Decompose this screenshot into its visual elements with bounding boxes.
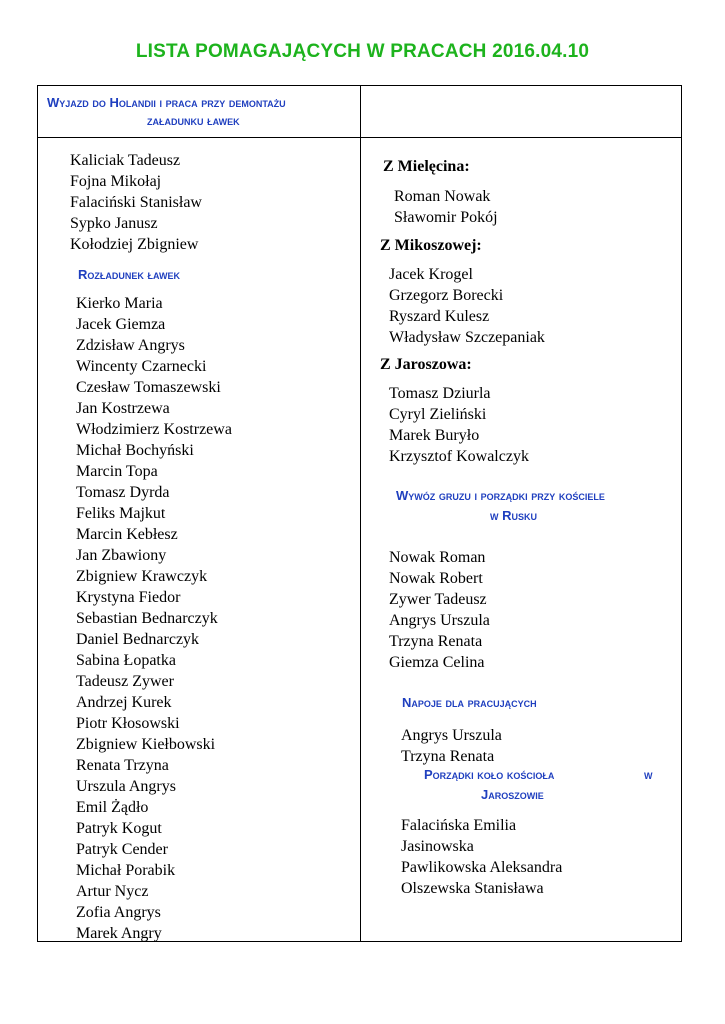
section-heading-wywoz bbox=[396, 488, 605, 503]
list-item: Fojna Mikołaj bbox=[70, 173, 162, 190]
list-item: Zbigniew Kiełbowski bbox=[76, 736, 216, 753]
list-item: Angrys Urszula bbox=[401, 727, 502, 744]
list-item: Zywer Tadeusz bbox=[389, 591, 487, 608]
section-heading-porzadki bbox=[424, 767, 554, 782]
list-item: Jan Kostrzewa bbox=[76, 400, 170, 417]
page-title: LISTA POMAGAJĄCYCH W PRACACH 2016.04.10 bbox=[135, 41, 590, 62]
list-item: Nowak Robert bbox=[389, 570, 483, 587]
list-item: Roman Nowak bbox=[394, 188, 491, 205]
list-item: Tomasz Dyrda bbox=[76, 484, 170, 501]
list-item: Jan Zbawiony bbox=[76, 547, 167, 564]
list-item: Marcin Kebłesz bbox=[76, 526, 178, 543]
location-jaroszowa: Z Jaroszowa: bbox=[380, 356, 472, 373]
list-item: Włodzimierz Kostrzewa bbox=[76, 421, 232, 438]
list-item: Jacek Krogel bbox=[389, 266, 473, 283]
wywoz-names bbox=[389, 547, 490, 673]
list-item: Marcin Topa bbox=[76, 463, 158, 480]
section-heading-porzadki-2 bbox=[481, 787, 544, 802]
list-item: Czesław Tomaszewski bbox=[76, 379, 221, 396]
location-mielecin: Z Mielęcina: bbox=[383, 158, 470, 175]
list-item: Ryszard Kulesz bbox=[389, 308, 490, 325]
section-heading-porzadki-line2: Jaroszowie bbox=[481, 787, 544, 802]
list-item: Renata Trzyna bbox=[76, 757, 169, 774]
list-item: Sebastian Bednarczyk bbox=[76, 610, 218, 627]
list-item: Jasinowska bbox=[401, 838, 474, 855]
list-item: Falacińska Emilia bbox=[401, 817, 517, 834]
section-heading-holandia-2 bbox=[147, 113, 240, 128]
list-item: Krystyna Fiedor bbox=[76, 589, 181, 606]
list-item: Pawlikowska Aleksandra bbox=[401, 859, 563, 876]
list-item: Zdzisław Angrys bbox=[76, 337, 185, 354]
section-heading-wywoz-line2: w Rusku bbox=[490, 508, 537, 523]
list-item: Olszewska Stanisława bbox=[401, 880, 544, 897]
mikoszowa-names bbox=[389, 264, 545, 348]
section-heading-wywoz-2 bbox=[490, 508, 537, 523]
section-heading-napoje-label: Napoje dla pracujących bbox=[402, 695, 537, 710]
list-item: Artur Nycz bbox=[76, 883, 149, 900]
section-heading-wywoz-line1: Wywóz gruzu i porządki przy kościele bbox=[396, 488, 605, 503]
list-item: Sypko Janusz bbox=[70, 215, 158, 232]
list-item: Daniel Bednarczyk bbox=[76, 631, 200, 648]
mielecin-names bbox=[394, 186, 498, 228]
list-item: Falaciński Stanisław bbox=[70, 194, 202, 211]
section-heading-porzadki-line1: Porządki koło kościoła bbox=[424, 767, 555, 782]
list-item: Tadeusz Zywer bbox=[76, 673, 174, 690]
section-heading-porzadki-w bbox=[644, 767, 653, 782]
list-item: Angrys Urszula bbox=[389, 612, 490, 629]
list-item: Marek Buryło bbox=[389, 427, 480, 444]
list-item: Cyryl Zieliński bbox=[389, 406, 487, 423]
list-item: Jacek Giemza bbox=[76, 316, 166, 333]
section-heading-holandia-line1: Wyjazd do Holandii i praca przy demontażu bbox=[47, 95, 286, 110]
list-item: Sabina Łopatka bbox=[76, 652, 176, 669]
list-item: Piotr Kłosowski bbox=[76, 715, 180, 732]
section-heading-holandia-line2: załadunku ławek bbox=[147, 113, 240, 128]
section-heading-rozladunek bbox=[78, 267, 180, 282]
list-item: Trzyna Renata bbox=[401, 748, 495, 765]
rozladunek-names bbox=[76, 293, 232, 944]
list-item: Patryk Cender bbox=[76, 841, 168, 858]
location-mikoszowa: Z Mikoszowej: bbox=[380, 237, 482, 254]
list-item: Michał Porabik bbox=[76, 862, 176, 879]
list-item: Emil Żądło bbox=[76, 799, 149, 816]
list-item: Kierko Maria bbox=[76, 295, 163, 312]
list-item: Kaliciak Tadeusz bbox=[70, 152, 181, 169]
list-item: Zbigniew Krawczyk bbox=[76, 568, 208, 585]
list-item: Patryk Kogut bbox=[76, 820, 162, 837]
list-item: Sławomir Pokój bbox=[394, 209, 498, 226]
column-divider bbox=[360, 85, 361, 942]
list-item: Nowak Roman bbox=[389, 549, 486, 566]
holandia-names bbox=[70, 150, 202, 255]
list-item: Krzysztof Kowalczyk bbox=[389, 448, 529, 465]
list-item: Feliks Majkut bbox=[76, 505, 166, 522]
list-item: Władysław Szczepaniak bbox=[389, 329, 545, 346]
section-heading-napoje bbox=[402, 695, 537, 710]
list-item: Kołodziej Zbigniew bbox=[70, 236, 199, 253]
jaroszowa-names bbox=[389, 383, 529, 467]
list-item: Michał Bochyński bbox=[76, 442, 194, 459]
list-item: Wincenty Czarnecki bbox=[76, 358, 207, 375]
napoje-names bbox=[401, 725, 502, 767]
list-item: Grzegorz Borecki bbox=[389, 287, 504, 304]
list-item: Andrzej Kurek bbox=[76, 694, 172, 711]
list-item: Urszula Angrys bbox=[76, 778, 176, 795]
porzadki-names bbox=[401, 815, 562, 899]
list-item: Tomasz Dziurla bbox=[389, 385, 491, 402]
list-item: Trzyna Renata bbox=[389, 633, 483, 650]
section-heading-rozladunek-label: Rozładunek ławek bbox=[78, 267, 180, 282]
section-heading-porzadki-w-label: w bbox=[644, 767, 653, 782]
list-item: Marek Angry bbox=[76, 925, 162, 942]
list-item: Giemza Celina bbox=[389, 654, 485, 671]
section-heading-holandia bbox=[47, 95, 286, 110]
list-item: Zofia Angrys bbox=[76, 904, 161, 921]
